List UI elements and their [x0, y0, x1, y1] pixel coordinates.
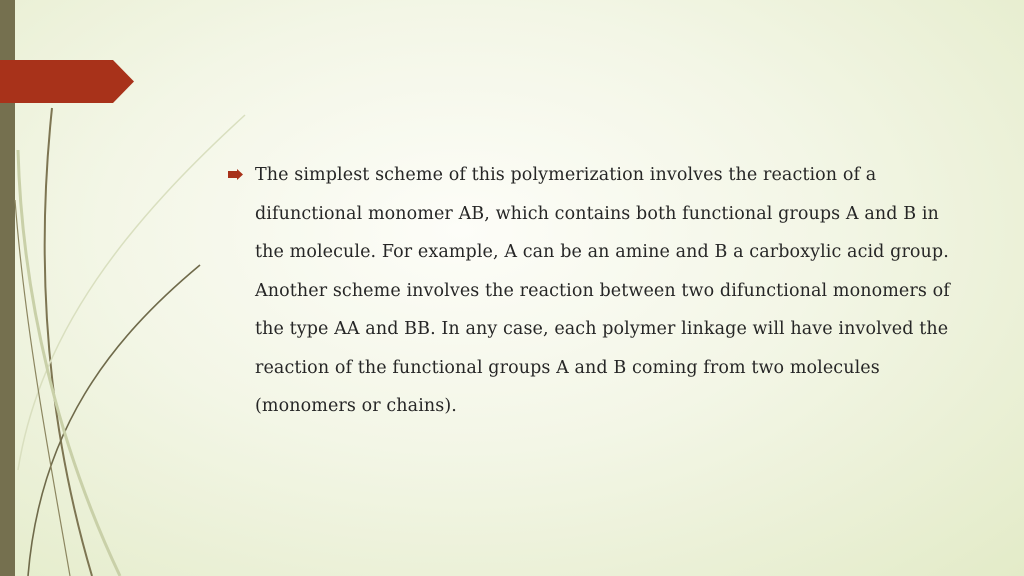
slide-body — [228, 156, 968, 426]
bullet-text: The simplest scheme of this polymerization involves the reaction of a difunctional monomer AB, which contains both functional groups A and B in the molecule. For example, A can be an amine and B a carboxylic acid group. Another scheme involves the reaction between two difunctional monomers of the type AA and BB. In any case, each polymer linkage will have involved the reaction of the functional groups A and B coming from two molecules (monomers or chains). — [255, 165, 950, 416]
title-accent-tab — [0, 60, 134, 103]
bullet-item — [228, 156, 968, 426]
arrow-bullet-icon — [228, 169, 243, 180]
